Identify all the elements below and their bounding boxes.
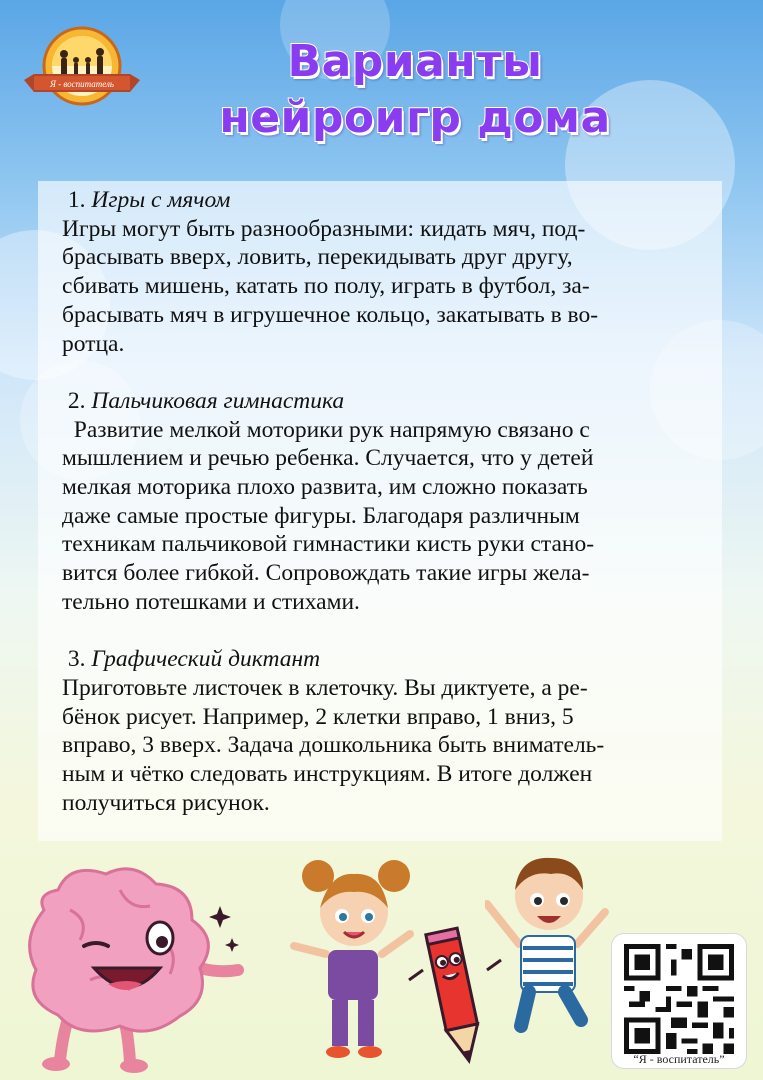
qr-caption: “Я - воспитатель” <box>633 1052 725 1066</box>
section-body-line: техникам пальчиковой гимнастики кисть руки стано- <box>62 531 595 558</box>
page-title <box>180 34 650 146</box>
section-body-line: бёнок рисует. Например, 2 клетки вправо, 1 вниз, 5 <box>62 703 574 730</box>
section-body-line: вится более гибкой. Сопровождать такие игры жела- <box>62 560 590 587</box>
boy-illustration <box>485 840 610 1040</box>
section-body-line: ротца. <box>62 330 125 357</box>
title-line-2: нейроигр дома <box>219 92 611 143</box>
logo-caption: Я - воспитатель <box>49 79 115 89</box>
sun-icon <box>44 28 120 104</box>
girl-illustration <box>290 850 415 1065</box>
sparkle-icon <box>225 938 239 952</box>
section-body-line: брасывать вверх, ловить, перекидывать друг другу, <box>62 244 573 271</box>
section-body-line: Развитие мелкой моторики рук напрямую связано с <box>62 416 590 443</box>
section-heading: 3. Графический диктант <box>67 646 321 673</box>
content-text <box>62 186 704 817</box>
section-body-line: тельно потешками и стихами. <box>62 588 360 615</box>
section-heading: 1. Игры с мячом <box>67 187 231 213</box>
section-body-line: даже самые простые фигуры. Благодаря различным <box>62 502 580 529</box>
logo-badge <box>20 22 144 108</box>
brain-mascot-illustration <box>10 850 250 1075</box>
section-body-line: Игры могут быть разнообразными: кидать мяч, под- <box>62 215 586 242</box>
section-heading: 2. Пальчиковая гимнастика <box>67 387 345 414</box>
title-line-1: Варианты <box>287 36 543 87</box>
section-body-line: получиться рисунок. <box>62 789 270 816</box>
section-body-line: вправо, 3 вверх. Задача дошкольника быть вниматель- <box>62 732 605 759</box>
section-body-line: мелкая моторика плохо развита, им сложно показать <box>62 474 588 501</box>
section-body-line: мышлением и речью ребенка. Случается, что у детей <box>62 445 594 472</box>
qr-code-card[interactable] <box>612 934 746 1068</box>
qr-code <box>624 944 734 1054</box>
sparkle-icon <box>209 906 231 928</box>
section-body-line: ным и чётко следовать инструкциям. В итоге должен <box>62 761 593 788</box>
section-body-line: сбивать мишень, катать по полу, играть в футбол, за- <box>62 273 590 300</box>
section-body-line: брасывать мяч в игрушечное кольцо, закатывать в во- <box>62 301 599 328</box>
section-body-line: Приготовьте листочек в клеточку. Вы диктуете, а ре- <box>62 674 588 701</box>
